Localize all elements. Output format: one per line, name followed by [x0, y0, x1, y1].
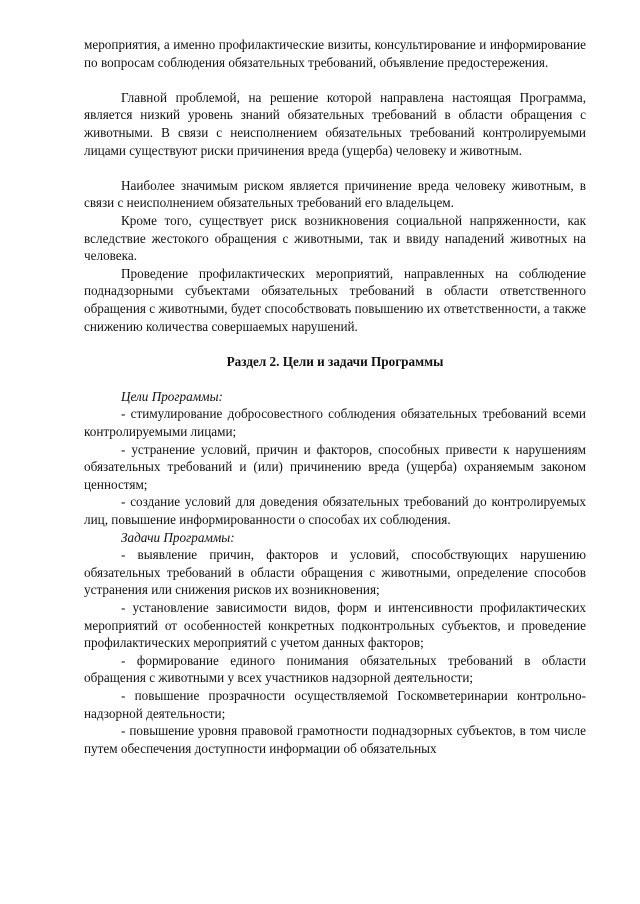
paragraph-main-risk: Наиболее значимым риском является причинение вреда человеку животным, в связи с неисполнением обязательных требований его владельцем. — [84, 177, 586, 211]
spacer — [84, 159, 586, 177]
section-heading: Раздел 2. Цели и задачи Программы — [226, 353, 444, 369]
goal-item: - устранение условий, причин и факторов, способных привести к нарушениям обязательных требований и (или) причинению вреда (ущерба) охраняемым законом ценностям; — [84, 441, 586, 492]
document-page — [84, 36, 586, 757]
task-item: - установление зависимости видов, форм и интенсивности профилактических мероприятий от особенностей конкретных подконтрольных субъектов, и проведение профилактических мероприятий с учетом данных факторов; — [84, 600, 586, 651]
goals-label: Цели Программы: — [121, 388, 223, 404]
spacer — [84, 71, 586, 89]
task-item: - повышение уровня правовой грамотности поднадзорных субъектов, в том числе путем обеспечения доступности информации об обязательных — [84, 723, 586, 756]
task-item: - повышение прозрачности осуществляемой Госкомветеринарии контрольно-надзорной деятельности; — [84, 687, 586, 721]
paragraph-social-risk: Кроме того, существует риск возникновения социальной напряженности, как вследствие жестокого обращения с животными, так и ввиду нападений животных на человека. — [84, 212, 586, 264]
goal-item: - создание условий для доведения обязательных требований до контролируемых лиц, повышение информированности о способах их соблюдения. — [84, 494, 586, 528]
goal-item: - стимулирование добросовестного соблюдения обязательных требований всеми контролируемыми лицами; — [84, 406, 586, 440]
spacer — [84, 335, 586, 353]
paragraph-intro-continuation: мероприятия, а именно профилактические визиты, консультирование и информирование по вопросам соблюдения обязательных требований, объявление предостережения. — [84, 37, 586, 70]
task-item: - выявление причин, факторов и условий, способствующих нарушению обязательных требований в области обращения с животными, определение способов устранения или снижения рисков их возникновения; — [84, 547, 586, 598]
paragraph-main-problem: Главной проблемой, на решение которой направлена настоящая Программа, является низкий уровень знаний обязательных требований в области обращения с животными. В связи с неисполнением обязательных требований контролируемыми лицами существуют риски причинения вреда (ущерба) человеку и животным. — [84, 89, 586, 158]
tasks-label: Задачи Программы: — [121, 529, 235, 545]
task-item: - формирование единого понимания обязательных требований в области обращения с животными у всех участников надзорной деятельности; — [84, 652, 586, 686]
paragraph-preventive-measures: Проведение профилактических мероприятий, направленных на соблюдение поднадзорными субъектами обязательных требований в области ответственного обращения с животными, будет способствовать повышению их ответственности, а также снижению количества совершаемых нарушений. — [84, 265, 586, 334]
spacer — [84, 370, 586, 388]
